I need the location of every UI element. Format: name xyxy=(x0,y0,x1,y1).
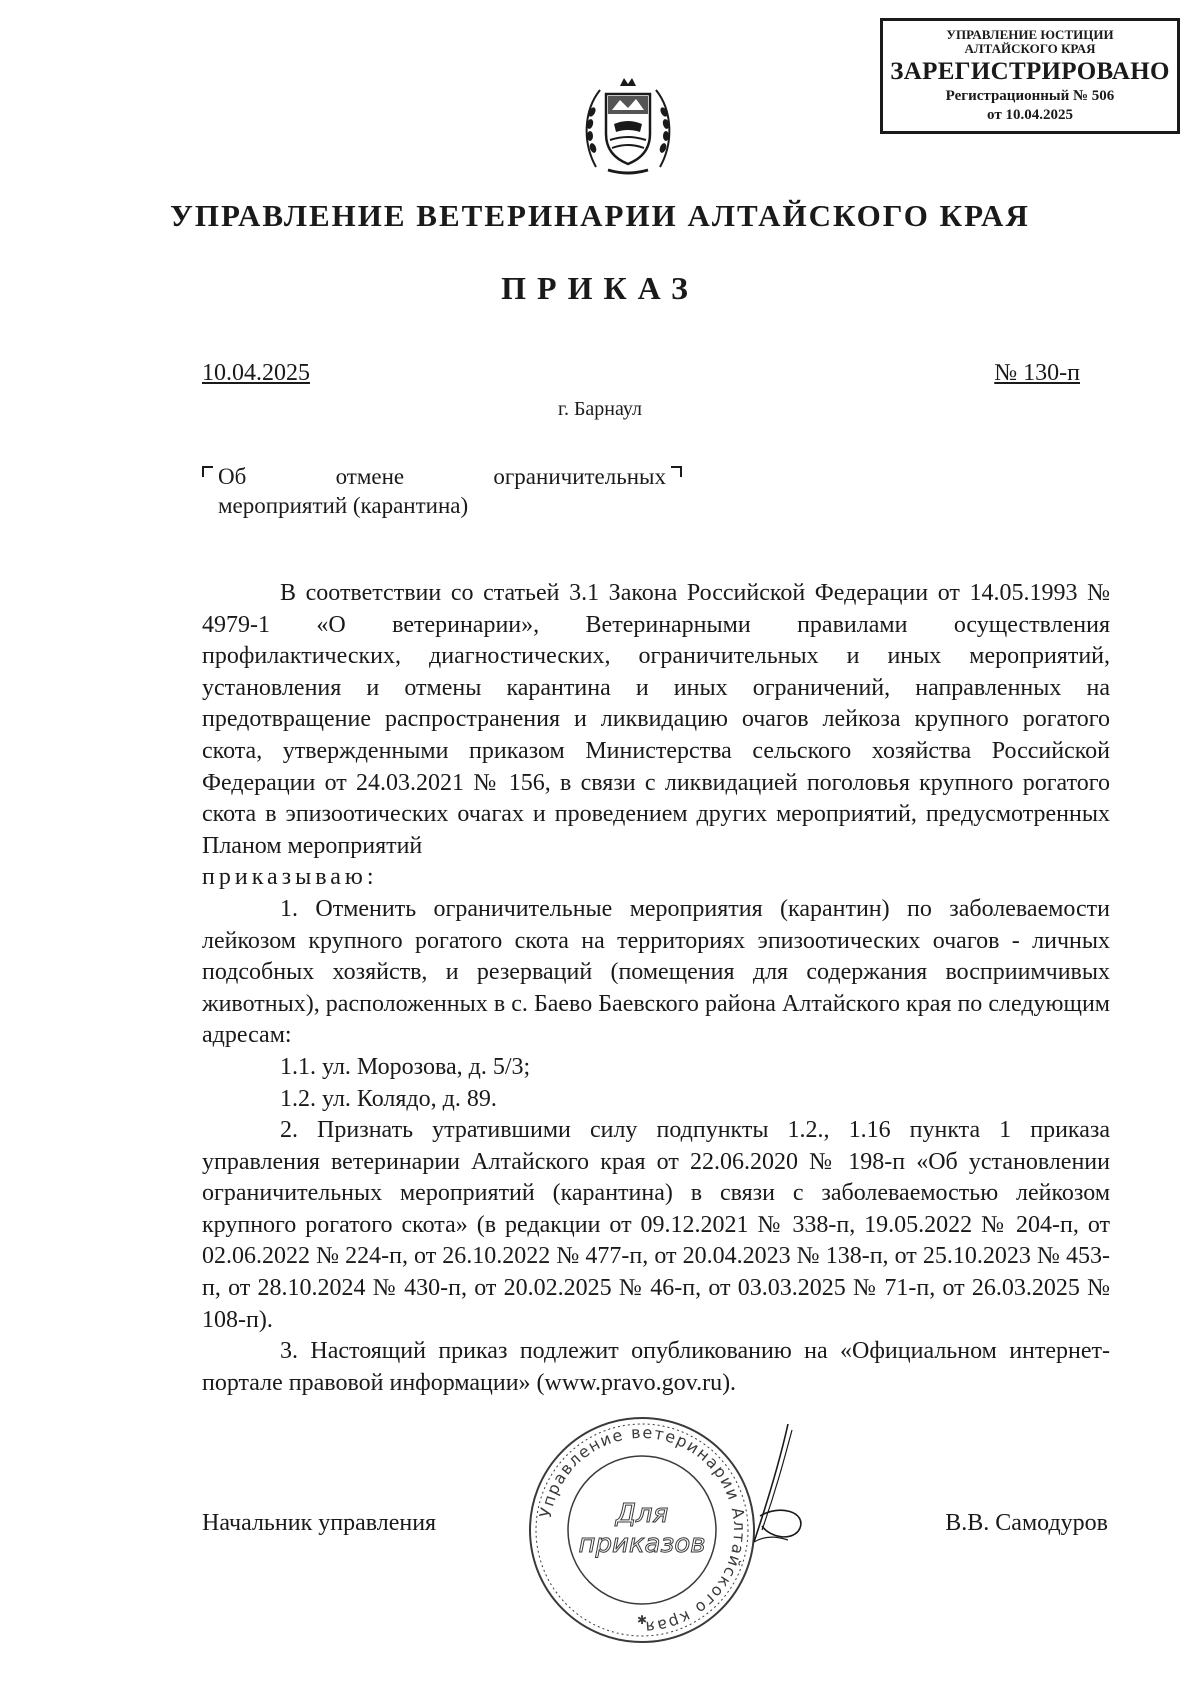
seal-ring-text: Управление ветеринарии Алтайского края xyxy=(535,1422,750,1638)
preamble-paragraph: В соответствии со статьей 3.1 Закона Российской Федерации от 14.05.1993 № 4979-1 «О ветеринарии», Ветеринарными правилами осуществления профилактических, диагностических, ограничительных и иных мероприятий, установления и отмены карантина и иных ограничений, направленных на предотвращение распространения и ликвидацию очагов лейкоза крупного рогатого скота, утвержденными приказом Министерства сельского хозяйства Российской Федерации от 24.03.2021 № 156, в связи с ликвидацией поголовья крупного рогатого скота в эпизоотических очагах и проведением других мероприятий, предусмотренных Планом мероприятий xyxy=(202,580,1110,859)
subject-word: отмене xyxy=(335,464,405,489)
signatory-name: В.В. Самодуров xyxy=(945,1510,1108,1536)
document-date: 10.04.2025 xyxy=(202,360,310,386)
document-city: г. Барнаул xyxy=(558,398,642,420)
seal-center-line-1: Для xyxy=(615,1499,669,1529)
subject-line-1 xyxy=(218,462,666,491)
document-subject xyxy=(218,462,666,520)
document-body xyxy=(202,578,1110,1399)
seal-star-icon: ✱ xyxy=(636,1613,648,1627)
stamp-status: ЗАРЕГИСТРИРОВАНО xyxy=(890,58,1170,85)
subject-line-2: мероприятий (карантина) xyxy=(218,493,469,518)
official-seal xyxy=(522,1410,762,1650)
coat-of-arms-icon xyxy=(578,72,678,182)
document-number: № 130-п xyxy=(994,360,1080,386)
corner-bracket-left xyxy=(202,466,213,477)
organization-title: УПРАВЛЕНИЕ ВЕТЕРИНАРИИ АЛТАЙСКОГО КРАЯ xyxy=(170,198,1030,233)
item-2: 2. Признать утратившими силу подпункты 1.2., 1.16 пункта 1 приказа управления ветеринарии Алтайского края от 22.06.2020 № 198-п «Об установлении ограничительных мероприятий (карантина) в связи с заболеваемостью лейкозом крупного рогатого скота» (в редакции от 09.12.2021 № 338-п, 19.05.2022 № 204-п, от 02.06.2022 № 224-п, от 26.10.2022 № 477-п, от 20.04.2023 № 138-п, от 25.10.2023 № 453-п, от 28.10.2024 № 430-п, от 20.02.2025 № 46-п, от 03.03.2025 № 71-п, от 26.03.2025 № 108-п). xyxy=(202,1117,1110,1333)
signatory-title: Начальник управления xyxy=(202,1510,437,1536)
stamp-reg-date: от 10.04.2025 xyxy=(987,107,1073,123)
order-word: приказываю: xyxy=(202,864,378,891)
stamp-reg-number: Регистрационный № 506 xyxy=(945,88,1115,104)
subject-word: Об xyxy=(218,464,247,489)
seal-center-line-2: приказов xyxy=(578,1529,706,1559)
corner-bracket-right xyxy=(671,466,682,477)
item-1-2: 1.2. ул. Колядо, д. 89. xyxy=(280,1085,497,1112)
item-3: 3. Настоящий приказ подлежит опубликованию на «Официальном интернет-портале правовой информации» (www.pravo.gov.ru). xyxy=(202,1338,1110,1396)
stamp-authority: УПРАВЛЕНИЕ ЮСТИЦИИ АЛТАЙСКОГО КРАЯ xyxy=(946,27,1114,56)
registration-stamp xyxy=(880,18,1180,134)
document-type: ПРИКАЗ xyxy=(501,270,699,306)
item-1: 1. Отменить ограничительные мероприятия (карантин) по заболеваемости лейкозом крупного рогатого скота на территориях эпизоотических очагов - личных подсобных хозяйств, и резерваций (помещения для содержания восприимчивых животных), расположенных в с. Баево Баевского района Алтайского края по следующим адресам: xyxy=(202,895,1110,1049)
subject-word: ограничительных xyxy=(493,464,666,489)
item-1-1: 1.1. ул. Морозова, д. 5/3; xyxy=(280,1053,531,1080)
handwritten-signature xyxy=(740,1420,810,1550)
